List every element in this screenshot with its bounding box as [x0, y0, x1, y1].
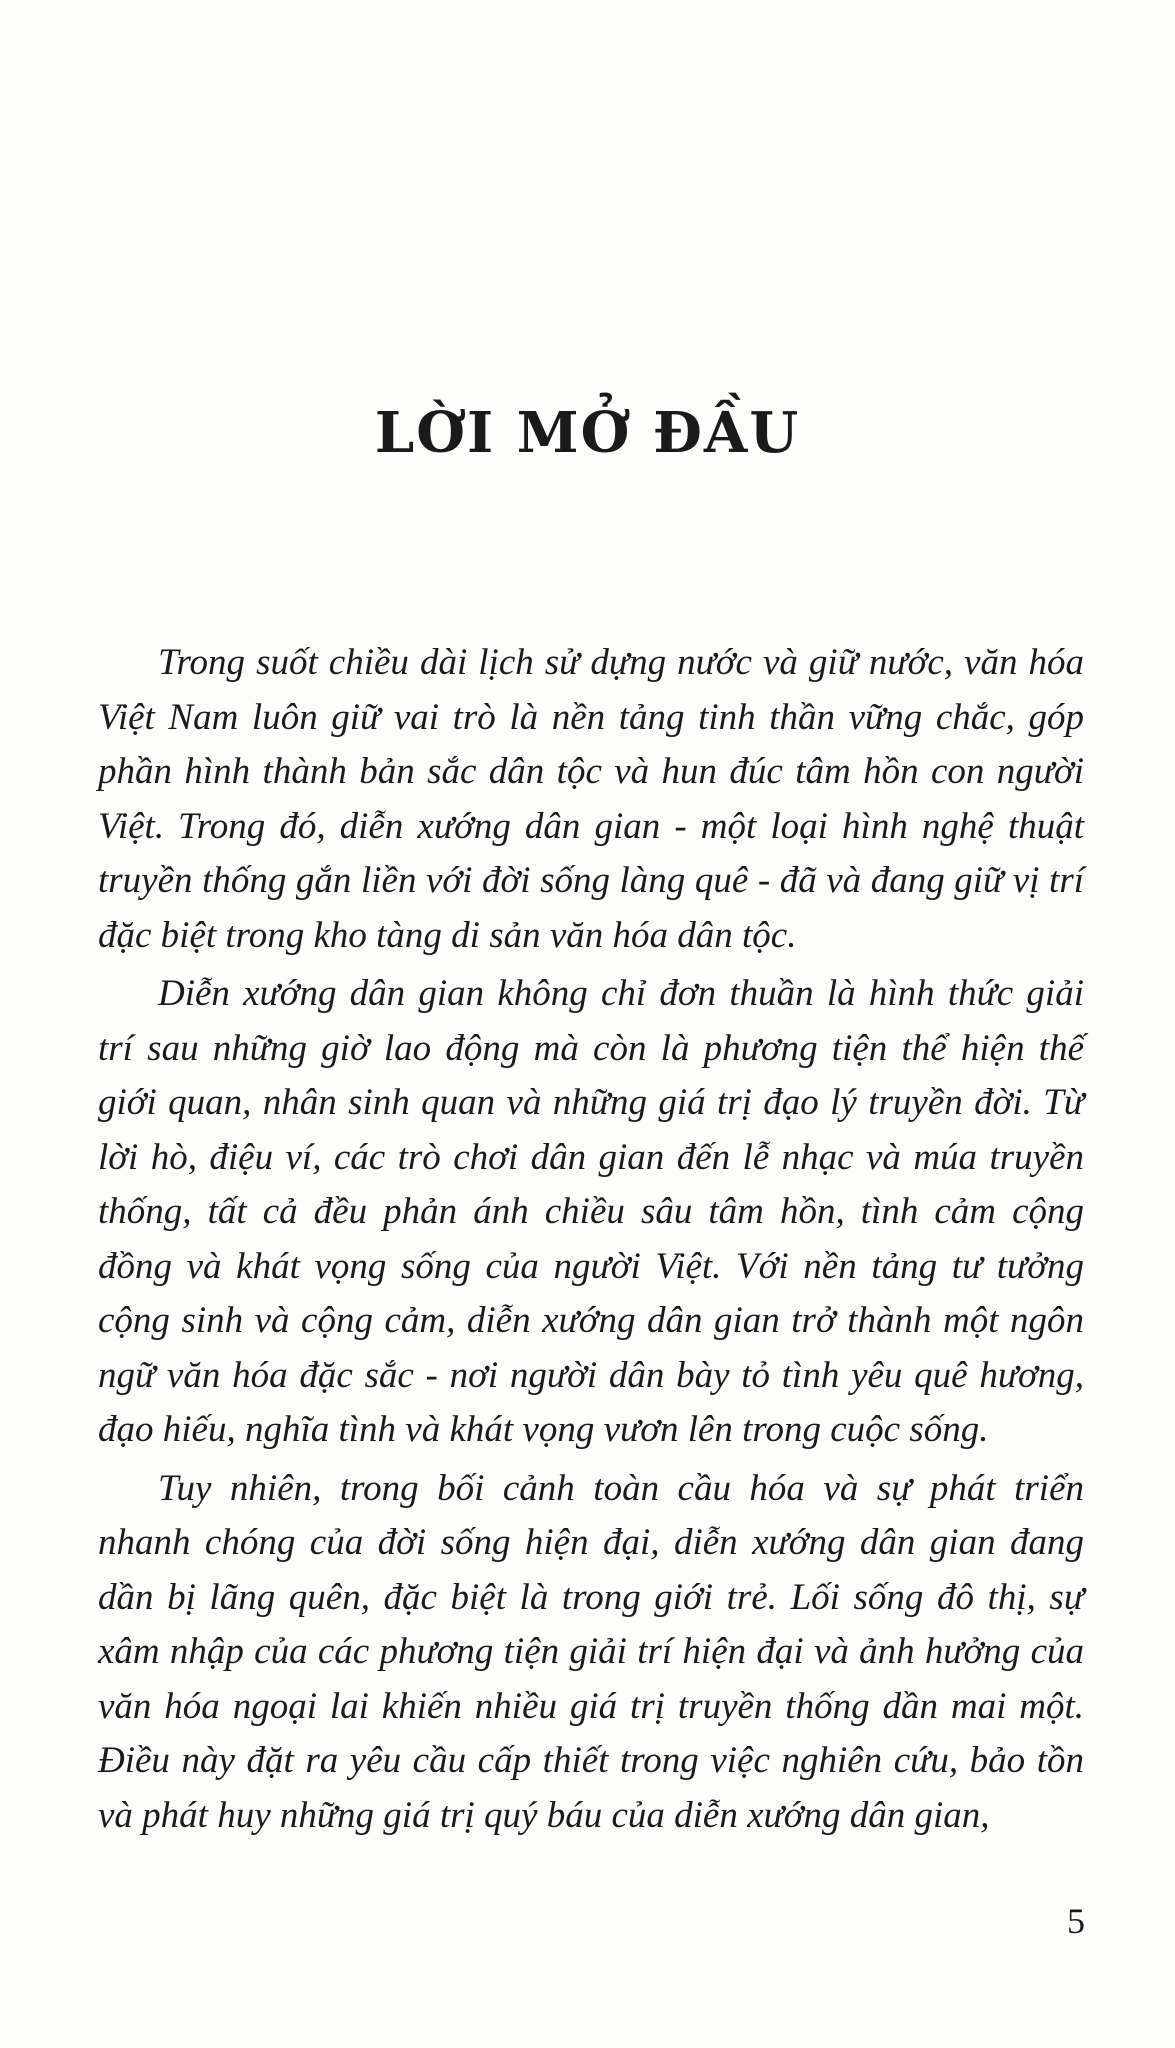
paragraph-3: Tuy nhiên, trong bối cảnh toàn cầu hóa và sự phát triển nhanh chóng của đời sống hiện đại, diễn xướng dân gian đang dần bị lãng quên, đặc biệt là trong giới trẻ. Lối sống đô thị, sự xâm nhập của các phương tiện giải trí hiện đại và ảnh hưởng của văn hóa ngoại lai khiến nhiều giá trị truyền thống dần mai một. Điều này đặt ra yêu cầu cấp thiết trong việc nghiên cứu, bảo tồn và phát huy những giá trị quý báu của diễn xướng dân gian, — [98, 1467, 1084, 1836]
paragraph-1: Trong suốt chiều dài lịch sử dựng nước và giữ nước, văn hóa Việt Nam luôn giữ vai trò là nền tảng tinh thần vững chắc, góp phần hình thành bản sắc dân tộc và hun đúc tâm hồn con người Việt. Trong đó, diễn xướng dân gian - một loại hình nghệ thuật truyền thống gắn liền với đời sống làng quê - đã và đang giữ vị trí đặc biệt trong kho tàng di sản văn hóa dân tộc. — [98, 642, 1084, 956]
page-title: LỜI MỞ ĐẦU — [374, 400, 801, 466]
body-text — [98, 636, 1084, 1847]
page-number: 5 — [1067, 1901, 1085, 1941]
paragraph-2: Diễn xướng dân gian không chỉ đơn thuần là hình thức giải trí sau những giờ lao động mà còn là phương tiện thể hiện thế giới quan, nhân sinh quan và những giá trị đạo lý truyền đời. Từ lời hò, điệu ví, các trò chơi dân gian đến lễ nhạc và múa truyền thống, tất cả đều phản ánh chiều sâu tâm hồn, tình cảm cộng đồng và khát vọng sống của người Việt. Với nền tảng tư tưởng cộng sinh và cộng cảm, diễn xướng dân gian trở thành một ngôn ngữ văn hóa đặc sắc - nơi người dân bày tỏ tình yêu quê hương, đạo hiếu, nghĩa tình và khát vọng vươn lên trong cuộc sống. — [98, 973, 1084, 1450]
